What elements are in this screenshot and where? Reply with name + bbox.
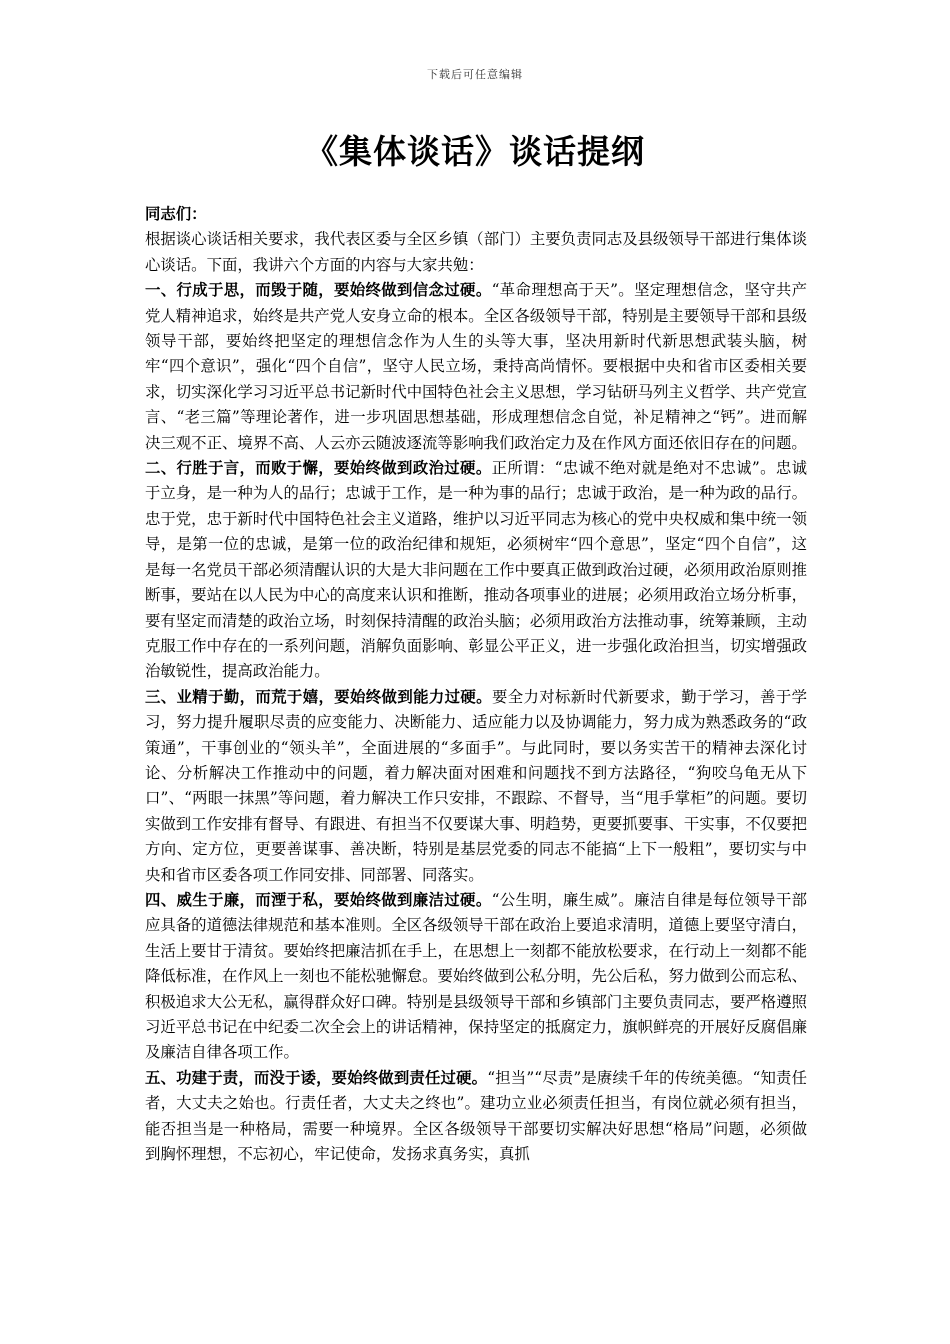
section-text: 要全力对标新时代新要求，勤于学习，善于学习，努力提升履职尽责的应变能力、决断能力、适应能力以及协调能力，努力成为熟悉政务的“政策通”，干事创业的“领头羊”，全面进展的“多面手”。与此同时，要以务实苦干的精神去深化讨论、分析解决工作推动中的问题，着力解决面对困难和问题找不到方法路径，“狗咬乌龟无从下口”、“两眼一抹黑”等问题，着力解决工作只安排，不跟踪、不督导，当“甩手掌柜”的问题。要切实做到工作安排有督导、有跟进、有担当不仅要谋大事、明趋势，更要抓要事、干实事，不仅要把方向、定方位，更要善谋事、善决断，特别是基层党委的同志不能搞“上下一般粗”，要切实与中央和省市区委各项工作同安排、同部署、同落实。 <box>145 687 807 884</box>
section-heading: 一、行成于思，而毁于随，要始终做到信念过硬。 <box>145 281 492 300</box>
section-heading: 二、行胜于言，而败于懈，要始终做到政治过硬。 <box>145 459 492 478</box>
header-note: 下载后可任意编辑 <box>427 68 523 81</box>
section-heading: 三、业精于勤，而荒于嬉，要始终做到能力过硬。 <box>145 687 492 706</box>
document-body <box>145 202 807 1167</box>
section-text: “担当”“尽责”是赓续千年的传统美德。“知责任者，大丈夫之始也。行责任者，大丈夫之终也”。建功立业必须责任担当，有岗位就必须有担当，能否担当是一种格局，需要一种境界。全区各级领导干部要切实解决好思想“格局”问题，必须做到胸怀理想，不忘初心，牢记使命，发扬求真务实，真抓 <box>145 1068 807 1164</box>
section-paragraph-2 <box>145 456 807 685</box>
intro-paragraph: 根据谈心谈话相关要求，我代表区委与全区乡镇（部门）主要负责同志及县级领导干部进行集体谈心谈话。下面，我讲六个方面的内容与大家共勉： <box>145 230 807 274</box>
section-paragraph-3 <box>145 685 807 888</box>
section-text: “革命理想高于天”。坚定理想信念，坚守共产党人精神追求，始终是共产党人安身立命的根本。全区各级领导干部，特别是主要领导干部和县级领导干部，要始终把坚定的理想信念作为人生的头等大事，坚决用新时代新思想武装头脑，树牢“四个意识”，强化“四个自信”，坚守人民立场，秉持高尚情怀。要根据中央和省市区委相关要求，切实深化学习习近平总书记新时代中国特色社会主义思想，学习钻研马列主义哲学、共产党宣言、“老三篇”等理论著作，进一步巩固思想基础，形成理想信念自觉，补足精神之“钙”。进而解决三观不正、境界不高、人云亦云随波逐流等影响我们政治定力及在作风方面还依旧存在的问题。 <box>145 281 807 452</box>
section-text: “公生明，廉生威”。廉洁自律是每位领导干部应具备的道德法律规范和基本准则。全区各级领导干部在政治上要追求清明，道德上要坚守清白，生活上要甘于清贫。要始终把廉洁抓在手上，在思想上一刻都不能放松要求，在行动上一刻都不能降低标准，在作风上一刻也不能松驰懈怠。要始终做到公私分明，先公后私，努力做到公而忘私、积极追求大公无私，赢得群众好口碑。特别是县级领导干部和乡镇部门主要负责同志，要严格遵照习近平总书记在中纪委二次全会上的讲话精神，保持坚定的抵腐定力，旗帜鲜亮的开展好反腐倡廉及廉洁自律各项工作。 <box>145 890 807 1062</box>
section-text: 正所谓：“忠诚不绝对就是绝对不忠诚”。忠诚于立身，是一种为人的品行；忠诚于工作，是一种为事的品行；忠诚于政治，是一种为政的品行。忠于党，忠于新时代中国特色社会主义道路，维护以习近平同志为核心的党中央权威和集中统一领导，是第一位的忠诚，是第一位的政治纪律和规矩，必须树牢“四个意思”，坚定“四个自信”，这是每一名党员干部必须清醒认识的大是大非问题在工作中要真正做到政治过硬，必须用政治原则推断事，要站在以人民为中心的高度来认识和推断，推动各项事业的进展；必须用政治立场分析事，要有坚定而清楚的政治立场，时刻保持清醒的政治头脑；必须用政治方法推动事，统筹兼顾，主动克服工作中存在的一系列问题，消解负面影响、彰显公平正义，进一步强化政治担当，切实增强政治敏锐性，提高政治能力。 <box>145 459 807 681</box>
section-heading: 四、威生于廉，而湮于私，要始终做到廉洁过硬。 <box>145 890 492 909</box>
section-paragraph-1 <box>145 278 807 456</box>
section-paragraph-5 <box>145 1066 807 1168</box>
section-heading: 五、功建于责，而没于诿，要始终做到责任过硬。 <box>145 1068 488 1087</box>
salutation: 同志们： <box>145 205 207 223</box>
section-paragraph-4 <box>145 888 807 1066</box>
document-title: 《集体谈话》谈话提纲 <box>305 132 645 171</box>
